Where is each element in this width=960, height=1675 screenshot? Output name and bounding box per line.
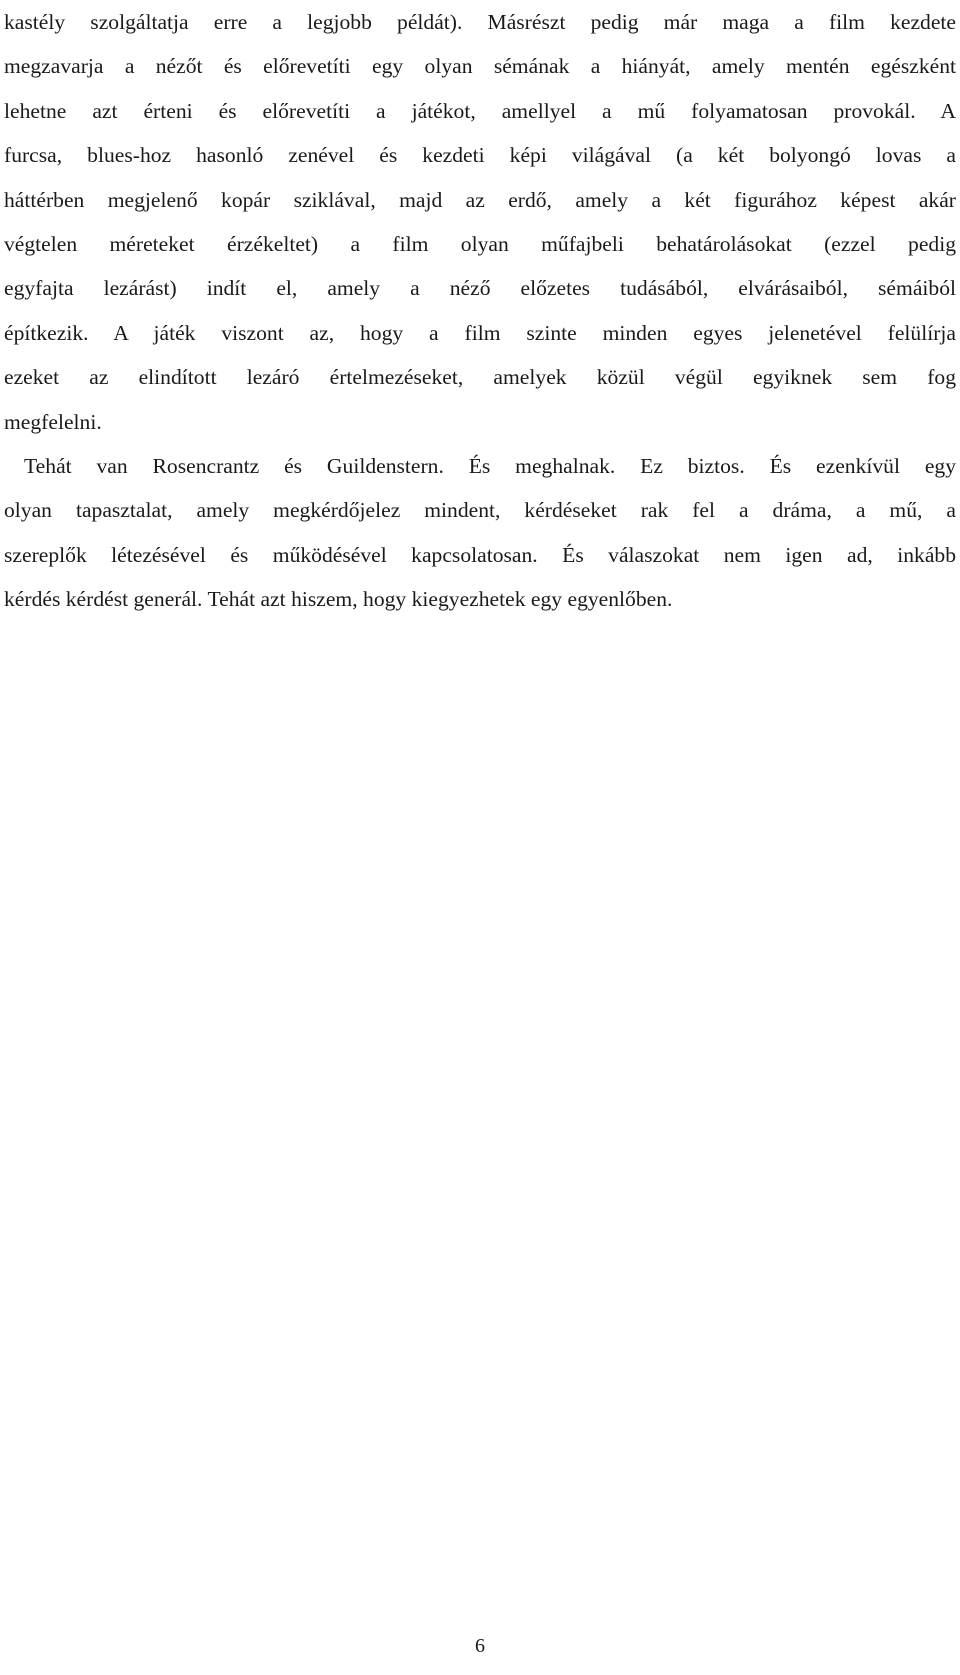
text-line: megfelelni. (4, 409, 102, 434)
text-line: építkezik. A játék viszont az, hogy a film szinte minden egyes jelenetével felülírja (4, 320, 956, 345)
text-line: szereplők létezésével és működésével kapcsolatosan. És válaszokat nem igen ad, inkább (4, 542, 956, 567)
text-line: ezeket az elindított lezáró értelmezéseket, amelyek közül végül egyiknek sem fog (4, 365, 956, 390)
text-line: lehetne azt érteni és előrevetíti a játékot, amellyel a mű folyamatosan provokál. A (4, 98, 956, 123)
text-line: Tehát van Rosencrantz és Guildenstern. És meghalnak. Ez biztos. És ezenkívül egy (24, 453, 956, 478)
body-text (4, 0, 956, 621)
text-line: megzavarja a nézőt és előrevetíti egy olyan sémának a hiányát, amely mentén egészként (4, 54, 956, 79)
text-line: kastély szolgáltatja erre a legjobb példát). Másrészt pedig már maga a film kezdete (4, 10, 956, 34)
paragraph-1 (4, 0, 956, 444)
text-line: egyfajta lezárást) indít el, amely a néző előzetes tudásából, elvárásaiból, sémáiból (4, 276, 956, 301)
text-line: furcsa, blues-hoz hasonló zenével és kezdeti képi világával (a két bolyongó lovas a (4, 143, 956, 168)
page-number: 6 (475, 1635, 485, 1657)
paragraph-2 (4, 444, 956, 622)
text-line: végtelen méreteket érzékeltet) a film olyan műfajbeli behatárolásokat (ezzel pedig (4, 231, 956, 256)
text-line: kérdés kérdést generál. Tehát azt hiszem, hogy kiegyezhetek egy egyenlőben. (4, 587, 673, 612)
text-line: háttérben megjelenő kopár sziklával, majd az erdő, amely a két figurához képest akár (4, 187, 956, 212)
text-line: olyan tapasztalat, amely megkérdőjelez mindent, kérdéseket rak fel a dráma, a mű, a (4, 498, 956, 523)
